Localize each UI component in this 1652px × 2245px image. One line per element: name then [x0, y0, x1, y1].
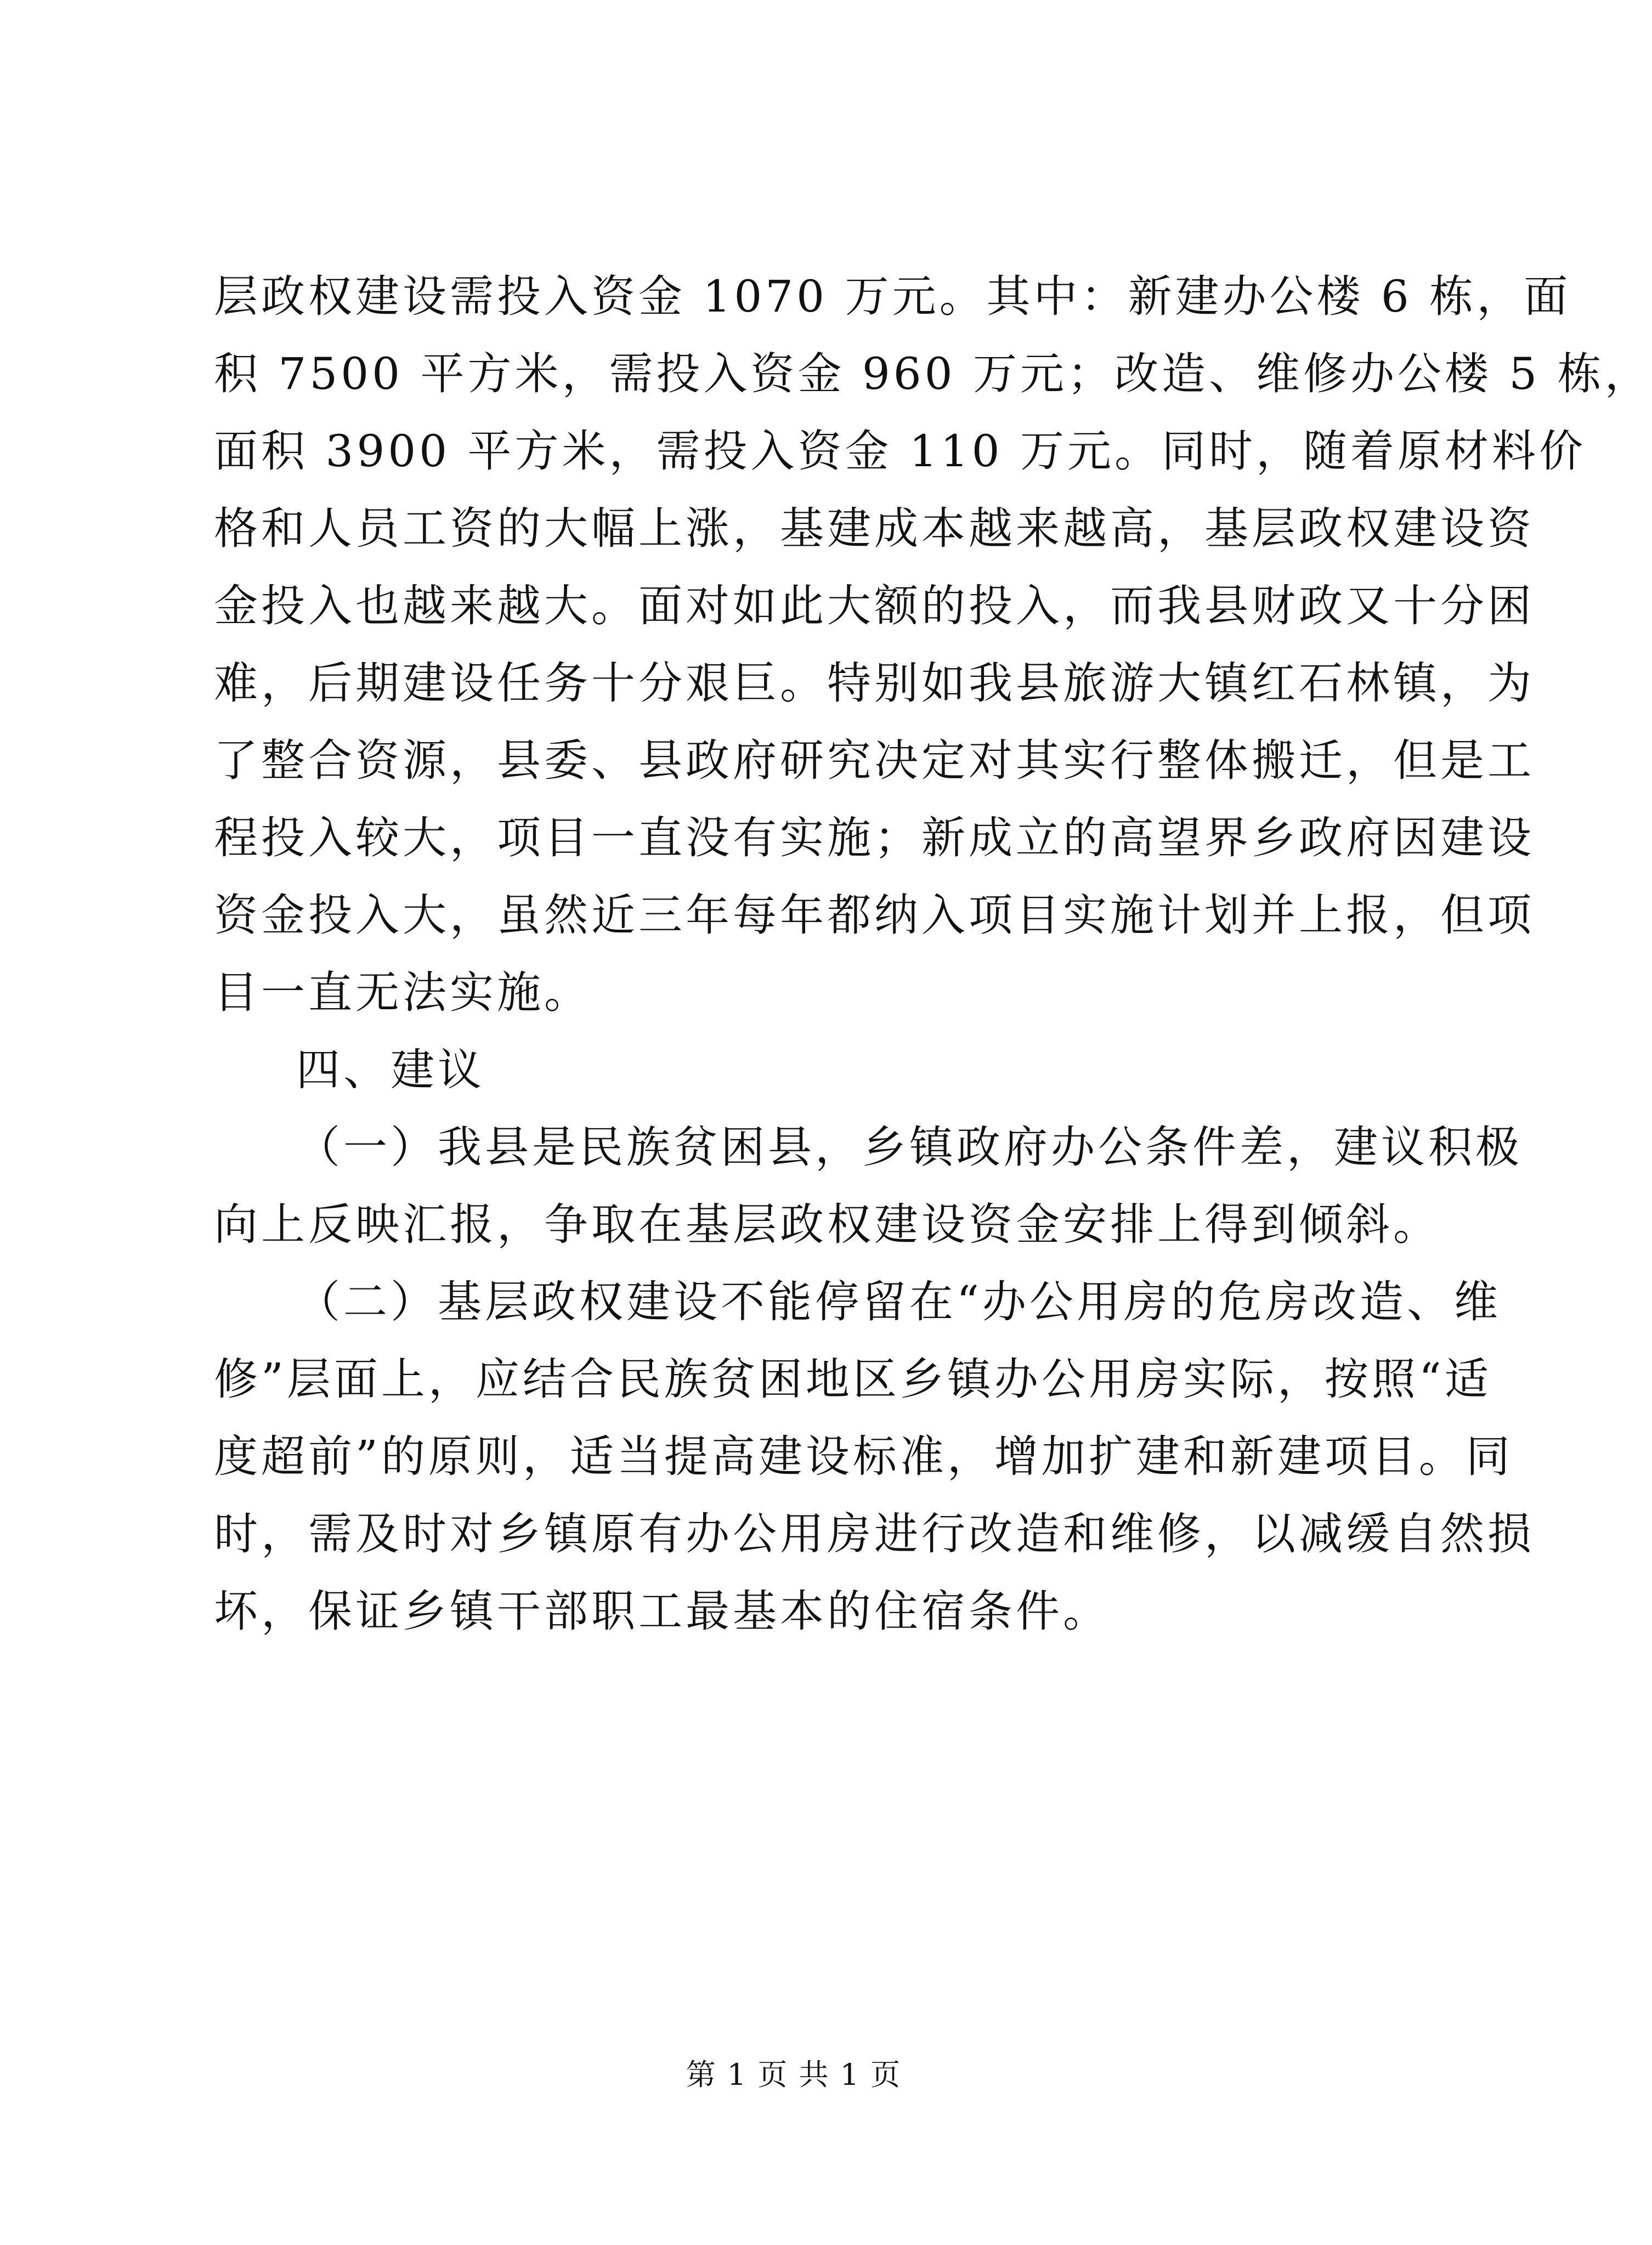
text-line: 时，需及时对乡镇原有办公用房进行改造和维修，以减缓自然损 [214, 1508, 1535, 1559]
text-line: 格和人员工资的大幅上涨，基建成本越来越高，基层政权建设资 [214, 503, 1535, 554]
text-line: 坏，保证乡镇干部职工最基本的住宿条件。 [214, 1586, 1110, 1637]
text-line: 目一直无法实施。 [214, 967, 591, 1018]
text-line: 金投入也越来越大。面对如此大额的投入，而我县财政又十分困 [214, 580, 1535, 631]
text-line: 度超前”的原则，适当提高建设标准，增加扩建和新建项目。同 [214, 1431, 1513, 1482]
text-line: 向上反映汇报，争取在基层政权建设资金安排上得到倾斜。 [214, 1199, 1440, 1250]
text-line: 积 7500 平方米，需投入资金 960 万元；改造、维修办公楼 5 栋， [214, 348, 1652, 399]
text-line: 资金投入大，虽然近三年每年都纳入项目实施计划并上报，但项 [214, 890, 1535, 941]
text-line: 修”层面上，应结合民族贫困地区乡镇办公用房实际，按照“适 [214, 1354, 1492, 1405]
text-line: 了整合资源，县委、县政府研究决定对其实行整体搬迁，但是工 [214, 735, 1535, 786]
section-heading: 四、建议 [296, 1044, 485, 1095]
text-line: 层政权建设需投入资金 1070 万元。其中：新建办公楼 6 栋，面 [214, 271, 1571, 322]
text-line: 程投入较大，项目一直没有实施；新成立的高望界乡政府因建设 [214, 812, 1535, 863]
text-line: 难，后期建设任务十分艰巨。特别如我县旅游大镇红石林镇，为 [214, 658, 1535, 709]
page-footer: 第 1 页 共 1 页 [686, 2057, 902, 2092]
document-body [214, 258, 1652, 1650]
text-line: 面积 3900 平方米，需投入资金 110 万元。同时，随着原材料价 [214, 426, 1587, 477]
text-line: （一）我县是民族贫困县，乡镇政府办公条件差，建议积极 [296, 1122, 1523, 1173]
text-line: （二）基层政权建设不能停留在“办公用房的危房改造、维 [296, 1276, 1501, 1327]
